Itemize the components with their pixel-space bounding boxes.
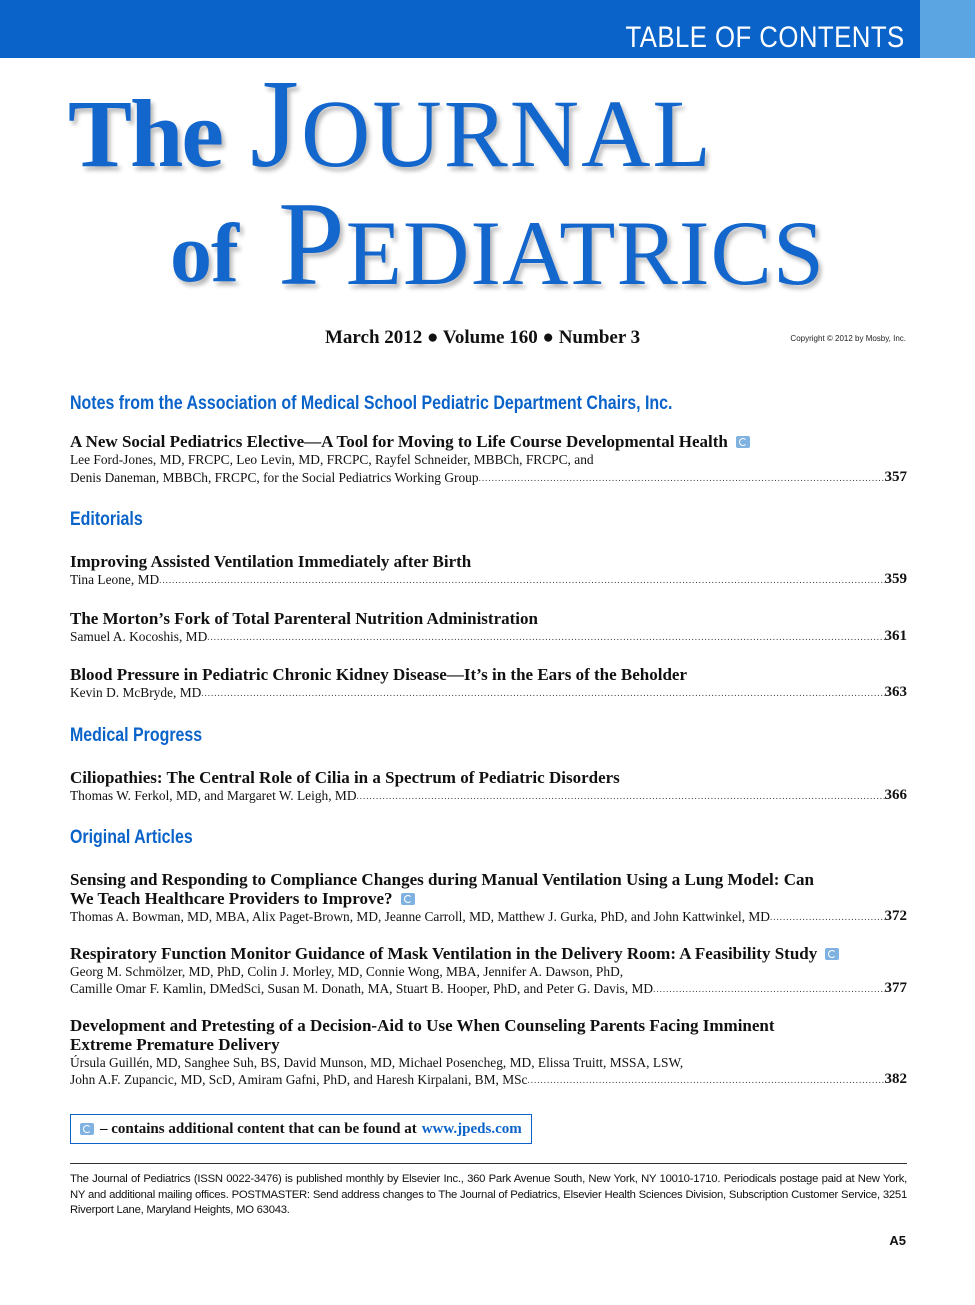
e-content-legend xyxy=(70,1114,532,1144)
toc-entry[interactable] xyxy=(70,768,907,805)
article-leader-line xyxy=(70,980,907,998)
toc-entry[interactable] xyxy=(70,552,907,589)
dot-leader xyxy=(357,787,885,805)
article-authors: Denis Daneman, MBBCh, FRCPC, for the Social Pediatrics Working Group xyxy=(70,469,479,485)
article-authors: Tina Leone, MD xyxy=(70,572,160,587)
page-number[interactable]: 363 xyxy=(884,684,907,700)
toc-entry[interactable] xyxy=(70,665,907,702)
dot-leader xyxy=(201,684,884,702)
section-heading: Notes from the Association of Medical School Pediatric Department Chairs, Inc. xyxy=(70,393,673,414)
legend-text: – contains additional content that can be found at xyxy=(100,1120,417,1137)
page-number[interactable]: 357 xyxy=(884,468,907,485)
article-title[interactable]: We Teach Healthcare Providers to Improve? xyxy=(70,889,907,908)
dot-leader xyxy=(653,980,884,998)
toc-entry[interactable] xyxy=(70,944,907,998)
header-tab xyxy=(920,0,975,58)
page-number[interactable]: 372 xyxy=(884,908,907,924)
copyright: Copyright © 2012 by Mosby, Inc. xyxy=(790,334,906,343)
toc-entry[interactable] xyxy=(70,432,907,486)
article-authors: Thomas W. Ferkol, MD, and Margaret W. Leigh, MD xyxy=(70,787,357,803)
article-leader-line xyxy=(70,469,907,487)
dot-leader xyxy=(528,1071,885,1089)
section-heading: Editorials xyxy=(70,509,143,530)
article-title[interactable]: Improving Assisted Ventilation Immediately after Birth xyxy=(70,552,472,571)
article-title[interactable]: Respiratory Function Monitor Guidance of Mask Ventilation in the Delivery Room: A Feasibility Study xyxy=(70,944,907,963)
article-title[interactable]: Extreme Premature Delivery xyxy=(70,1034,280,1054)
dot-leader xyxy=(479,469,885,487)
e-content-icon xyxy=(825,948,839,960)
article-title[interactable]: Development and Pretesting of a Decision-Aid to Use When Counseling Parents Facing Imminent xyxy=(70,1015,775,1035)
article-authors: Camille Omar F. Kamlin, DMedSci, Susan M. Donath, MA, Stuart B. Hooper, PhD, and Peter G. Davis, MD xyxy=(70,981,654,996)
section-heading: Medical Progress xyxy=(70,724,203,746)
toc-entry[interactable] xyxy=(70,1016,907,1089)
article-authors: John A.F. Zupancic, MD, ScD, Amiram Gafni, PhD, and Haresh Kirpalani, BM, MSc xyxy=(70,1072,528,1087)
article-leader-line xyxy=(70,571,907,589)
masthead-journal xyxy=(250,55,714,194)
masthead-pediatrics xyxy=(278,177,825,310)
section-heading: Original Articles xyxy=(70,827,193,848)
issue-line: March 2012 ● Volume 160 ● Number 3 xyxy=(325,327,641,348)
masthead-journal-initial: J xyxy=(250,55,302,194)
article-title[interactable]: The Morton’s Fork of Total Parenteral Nutrition Administration xyxy=(70,608,538,628)
publication-notice: The Journal of Pediatrics (ISSN 0022-3476) is published monthly by Elsevier Inc., 360 Park Avenue South, New York, NY 10010-1710. Periodicals postage paid at New York, NY and additional mailing offices. POSTMASTER: Send address changes to The Journal of Pediatrics, Elsevier Health Sciences Division, Subscription Customer Service, 3251 Riverport Lane, Maryland Heights, MO 63043. xyxy=(70,1173,907,1216)
table-of-contents-label: TABLE OF CONTENTS xyxy=(625,21,905,54)
page-number[interactable]: 361 xyxy=(884,627,907,644)
article-title[interactable]: Ciliopathies: The Central Role of Cilia in a Spectrum of Pediatric Disorders xyxy=(70,767,620,787)
article-leader-line xyxy=(70,908,907,926)
footer-divider xyxy=(70,1163,907,1164)
dot-leader xyxy=(770,908,885,926)
article-title[interactable]: Blood Pressure in Pediatric Chronic Kidney Disease—It’s in the Ears of the Beholder xyxy=(70,665,688,684)
masthead-pediatrics-rest: EDIATRICS xyxy=(345,202,825,304)
article-leader-line xyxy=(70,1071,907,1089)
page-number[interactable]: 366 xyxy=(884,786,907,803)
toc-entry[interactable] xyxy=(70,870,907,926)
jpeds-link[interactable]: www.jpeds.com xyxy=(421,1120,522,1137)
dot-leader xyxy=(207,628,884,646)
masthead-journal-rest: OURNAL xyxy=(301,80,714,187)
masthead-the: The xyxy=(68,80,223,187)
article-authors: Kevin D. McBryde, MD xyxy=(70,685,202,700)
article-title[interactable]: A New Social Pediatrics Elective—A Tool for Moving to Life Course Developmental Health xyxy=(70,432,907,451)
article-authors: Lee Ford-Jones, MD, FRCPC, Leo Levin, MD, FRCPC, Rayfel Schneider, MBBCh, FRCPC, and xyxy=(70,452,594,467)
e-content-icon xyxy=(736,436,750,448)
masthead-of: of xyxy=(170,207,238,300)
masthead-pediatrics-initial: P xyxy=(278,177,346,310)
e-content-icon xyxy=(401,893,415,905)
toc-content xyxy=(70,392,907,1089)
article-leader-line xyxy=(70,684,907,702)
dot-leader xyxy=(159,571,884,589)
page-number-footer: A5 xyxy=(889,1233,906,1248)
article-authors: Georg M. Schmölzer, MD, PhD, Colin J. Morley, MD, Connie Wong, MBA, Jennifer A. Dawson, PhD, xyxy=(70,963,624,979)
article-authors: Úrsula Guillén, MD, Sanghee Suh, BS, David Munson, MD, Michael Posencheg, MD, Elissa Truitt, MSSA, LSW, xyxy=(70,1054,684,1070)
e-content-icon xyxy=(80,1123,94,1135)
article-authors: Samuel A. Kocoshis, MD xyxy=(70,628,208,644)
article-authors: Thomas A. Bowman, MD, MBA, Alix Paget-Brown, MD, Jeanne Carroll, MD, Matthew J. Gurka, PhD, and John Kattwinkel, MD xyxy=(70,909,770,924)
article-leader-line xyxy=(70,787,907,805)
article-title[interactable]: Sensing and Responding to Compliance Changes during Manual Ventilation Using a Lung Model: Can xyxy=(70,870,814,889)
toc-entry[interactable] xyxy=(70,609,907,646)
page-number[interactable]: 382 xyxy=(884,1071,907,1087)
page-number[interactable]: 359 xyxy=(884,571,907,587)
page-number[interactable]: 377 xyxy=(884,980,907,996)
article-leader-line xyxy=(70,628,907,646)
